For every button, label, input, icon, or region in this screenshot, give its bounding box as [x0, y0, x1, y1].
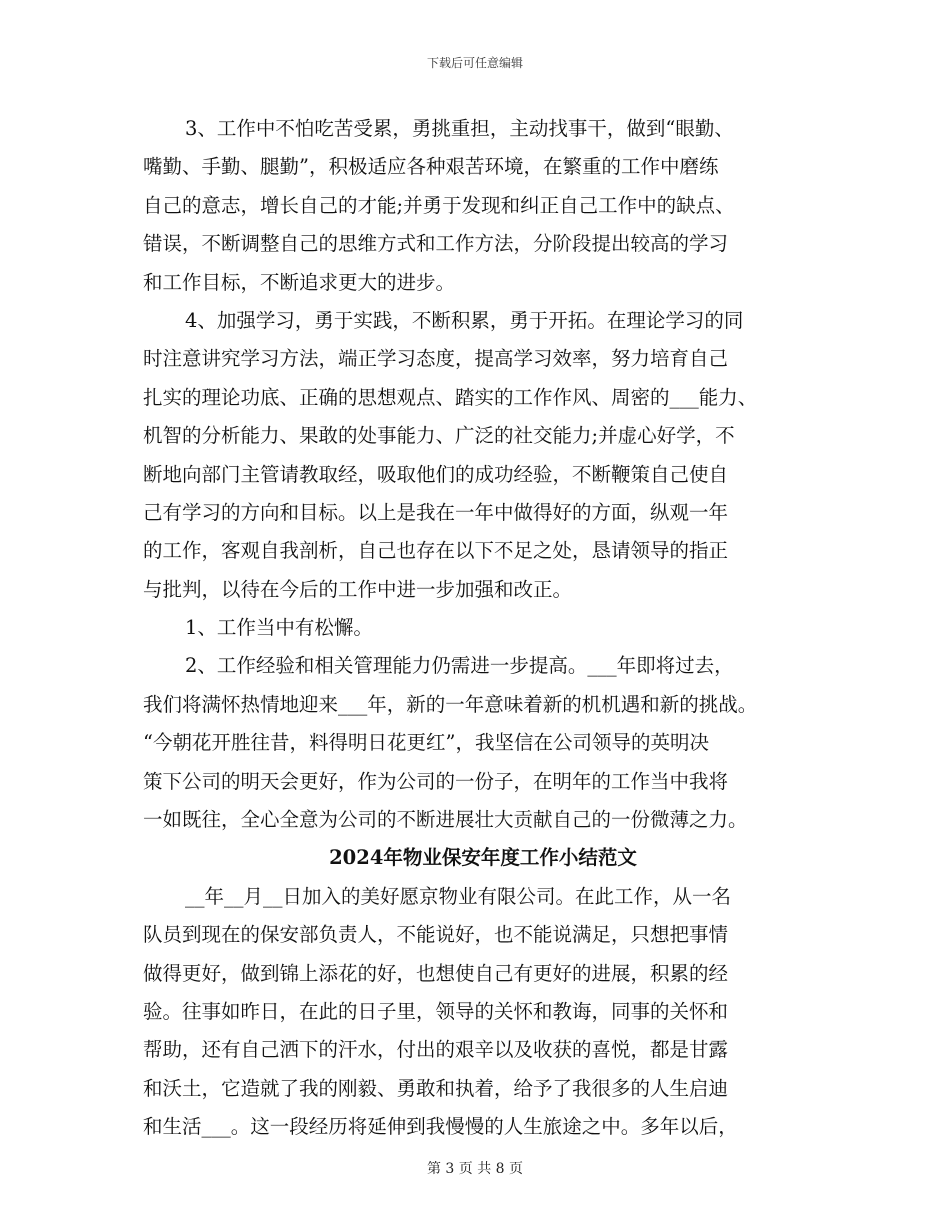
paragraph-line: 和工作目标，不断追求更大的进步。 [143, 270, 456, 294]
paragraph-line: 策下公司的明天会更好，作为公司的一份子，在明年的工作当中我将 [143, 769, 729, 793]
page-number-footer: 第 3 页 共 8 页 [426, 1161, 524, 1177]
paragraph-line: 2、工作经验和相关管理能力仍需进一步提高。___年即将过去， [185, 654, 734, 678]
paragraph-line: 自己的意志，增长自己的才能;并勇于发现和纠正自己工作中的缺点、 [143, 193, 735, 217]
paragraph-line: 的工作，客观自我剖析，自己也存在以下不足之处，恳请领导的指正 [143, 539, 729, 563]
paragraph-line: 1、工作当中有松懈。 [185, 616, 373, 640]
paragraph-line: 扎实的理论功底、正确的思想观点、踏实的工作作风、周密的___能力、 [143, 385, 758, 409]
paragraph-line: 与批判，以待在今后的工作中进一步加强和改正。 [143, 577, 573, 601]
paragraph-line: 队员到现在的保安部负责人，不能说好，也不能说满足，只想把事情 [143, 923, 729, 947]
paragraph-line: 错误，不断调整自己的思维方式和工作方法，分阶段提出较高的学习 [143, 232, 729, 256]
paragraph-line: 嘴勤、手勤、腿勤”，积极适应各种艰苦环境，在繁重的工作中磨练 [143, 155, 719, 179]
section-title: 2024年物业保安年度工作小结范文 [329, 846, 637, 870]
paragraph-line: 3、工作中不怕吃苦受累，勇挑重担，主动找事干，做到“眼勤、 [185, 117, 734, 140]
paragraph-line: 4、加强学习，勇于实践，不断积累，勇于开拓。在理论学习的同 [185, 308, 744, 332]
paragraph-line: 时注意讲究学习方法，端正学习态度，提高学习效率，努力培育自己 [143, 347, 729, 371]
paragraph-line: 验。往事如昨日，在此的日子里，领导的关怀和教诲，同事的关怀和 [143, 999, 729, 1023]
paragraph-line: 和沃土，它造就了我的刚毅、勇敢和执着，给予了我很多的人生启迪 [143, 1076, 729, 1100]
paragraph-line: 一如既往，全心全意为公司的不断进展壮大贡献自己的一份微薄之力。 [143, 808, 748, 832]
paragraph-line: 帮助，还有自己洒下的汗水，付出的艰辛以及收获的喜悦，都是甘露 [143, 1038, 729, 1062]
paragraph-line: __年__月__日加入的美好愿京物业有限公司。在此工作，从一名 [185, 884, 732, 908]
page-header: 下载后可任意编辑 [426, 56, 523, 70]
paragraph-line: 己有学习的方向和目标。以上是我在一年中做得好的方面，纵观一年 [143, 500, 729, 524]
paragraph-line: 我们将满怀热情地迎来___年，新的一年意味着新的机机遇和新的挑战。 [143, 692, 758, 716]
paragraph-line: “今朝花开胜往昔，料得明日花更红”，我坚信在公司领导的英明决 [143, 731, 709, 755]
paragraph-line: 做得更好，做到锦上添花的好，也想使自己有更好的进展，积累的经 [143, 961, 729, 985]
paragraph-line: 机智的分析能力、果敢的处事能力、广泛的社交能力;并虚心好学，不 [143, 424, 735, 448]
paragraph-line: 和生活___。这一段经历将延伸到我慢慢的人生旅途之中。多年以后， [143, 1115, 738, 1139]
paragraph-line: 断地向部门主管请教取经，吸取他们的成功经验，不断鞭策自己使自 [143, 462, 729, 486]
document-body [143, 110, 813, 1147]
